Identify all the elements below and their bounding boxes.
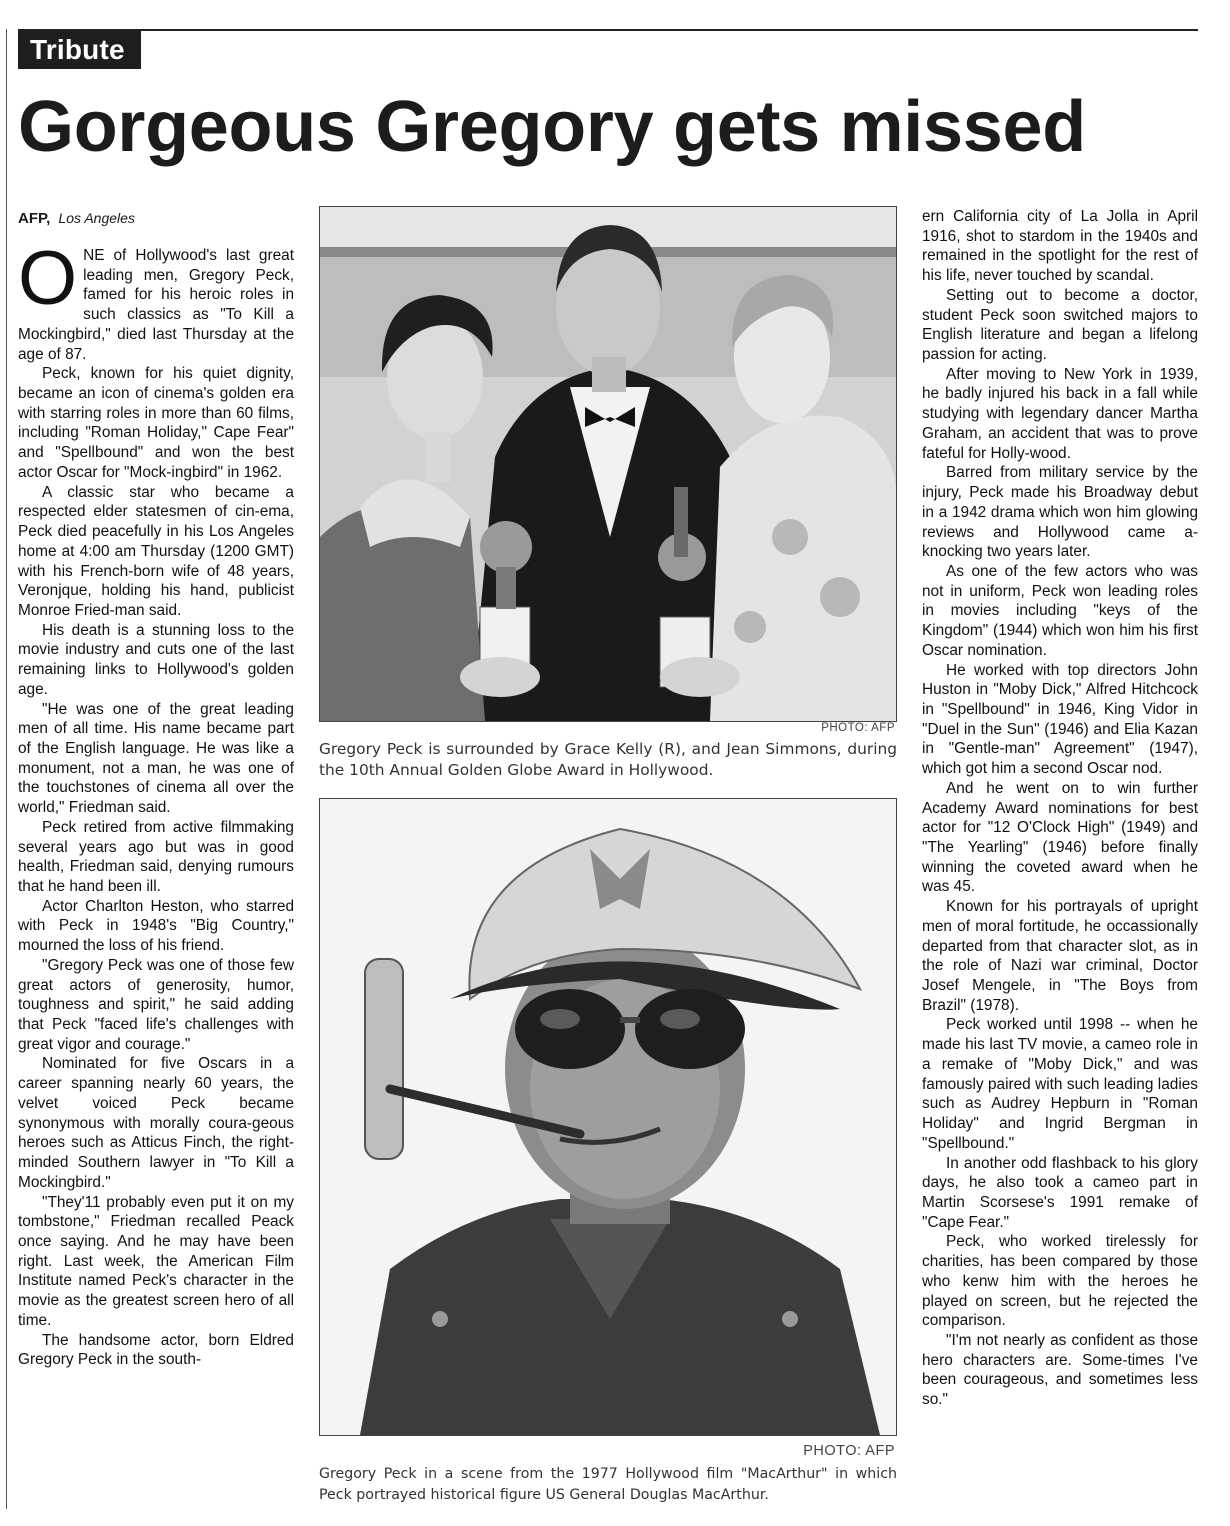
article-paragraph: "Gregory Peck was one of those few great actors of generosity, humor, toughness and spirit," he said adding that Peck "faced life's challenges with great vigor and courage." [18, 956, 294, 1053]
article-paragraph: And he went on to win further Academy Award nominations for best actor for "12 O'Clock High" (1949) and "The Yearling" (1946) before finally winning the coveted award when he was 45. [922, 779, 1198, 896]
article-paragraph: "They'11 probably even put it on my tombstone," Friedman recalled Peack once saying. And he may have been right. Last week, the American Film Institute named Peck's character in the movie as the greatest screen hero of all time. [18, 1193, 294, 1329]
photo-golden-globe-image [320, 207, 896, 721]
column-rule [6, 29, 7, 1509]
drop-cap: O [18, 246, 78, 321]
photo-macarthur [319, 798, 897, 1436]
article-paragraph: "He was one of the great leading men of all time. His name became part of the English language. He was like a monument, not a man, he was one of the touchstones of cinema all over the world," Friedman said. [18, 700, 294, 817]
article-column-right [922, 207, 1198, 1447]
article-paragraph: Peck, who worked tirelessly for charities, has been compared by those who kenw him with the heroes he played on screen, but he rejected the comparison. [922, 1233, 1198, 1330]
byline-location: Los Angeles [58, 210, 135, 226]
article-paragraph: "I'm not nearly as confident as those hero characters are. Some-times I've been courageous, and sometimes less so." [922, 1331, 1198, 1409]
photo-caption: Gregory Peck in a scene from the 1977 Hollywood film "MacArthur" in which Peck portrayed historical figure US General Douglas MacArthur. [319, 1466, 897, 1503]
article-paragraph: Peck, known for his quiet dignity, became an icon of cinema's golden era with starring roles in more than 60 films, including "Roman Holiday," Cape Fear" and "Spellbound" and won the best actor Oscar for "Mock-ingbird" in 1962. [18, 365, 294, 481]
top-rule [18, 29, 1198, 31]
article-paragraph: ONE of Hollywood's last great leading men, Gregory Peck, famed for his heroic roles in such classics as "To Kill a Mockingbird," died last Thursday at the age of 87. [18, 246, 294, 363]
article-column-left [18, 246, 294, 1502]
photo-caption: Gregory Peck is surrounded by Grace Kelly (R), and Jean Simmons, during the 10th Annual Golden Globe Award in Hollywood. [319, 740, 897, 779]
byline-agency: AFP, [18, 210, 51, 227]
article-paragraph: Actor Charlton Heston, who starred with Peck in 1948's "Big Country," mourned the loss of his friend. [18, 897, 294, 955]
photo-macarthur-image [320, 799, 896, 1435]
article-paragraph: He worked with top directors John Huston in "Moby Dick," Alfred Hitchcock in "Spellbound" in 1946, King Vidor in "Duel in the Sun" (1946) and Elia Kazan in "Gentle-man" Agreement" (1947), which got him a second Oscar nod. [922, 661, 1198, 778]
article-paragraph: A classic star who became a respected elder statesmen of cin-ema, Peck died peacefully in his Los Angeles home at 4:00 am Thursday (1200 GMT) with his French-born wife of 48 years, Veronjque, holding his hand, publicist Monroe Fried-man said. [18, 483, 294, 619]
article-paragraph: Setting out to become a doctor, student Peck soon switched majors to English literature and began a lifelong passion for acting. [922, 286, 1198, 364]
headline: Gorgeous Gregory gets missed [18, 87, 1086, 167]
article-paragraph: His death is a stunning loss to the movie industry and cuts one of the last remaining links to Hollywood's golden age. [18, 621, 294, 698]
article-paragraph: Known for his portrayals of upright men of moral fortitude, he occassionally departed from that character slot, as in the role of Nazi war criminal, Doctor Josef Mengele, in "The Boys from Brazil" (1978). [922, 898, 1198, 1014]
photo-credit: PHOTO: AFP [803, 1443, 895, 1459]
photo-golden-globe [319, 206, 897, 722]
article-paragraph: Nominated for five Oscars in a career spanning nearly 60 years, the velvet voiced Peck became synonymous with morally coura-geous heroes such as Atticus Finch, the right-minded Southern lawyer in "To Kill a Mockingbird." [18, 1055, 294, 1191]
article-paragraph: Barred from military service by the injury, Peck made his Broadway debut in a 1942 drama which won him glowing reviews and Hollywood came a-knocking two years later. [922, 464, 1198, 561]
article-paragraph: In another odd flashback to his glory days, he also took a cameo part in Martin Scorsese's 1991 remake of "Cape Fear." [922, 1154, 1198, 1231]
byline [18, 208, 135, 229]
article-paragraph: Peck retired from active filmmaking several years ago but was in good health, Friedman said, denying rumours that he hand been ill. [18, 818, 294, 895]
article-paragraph: The handsome actor, born Eldred Gregory Peck in the south- [18, 1331, 294, 1369]
article-paragraph: After moving to New York in 1939, he badly injured his back in a fall while studying with legendary dancer Martha Graham, an accident that was to prove fateful for Holly-wood. [922, 365, 1198, 462]
section-tag: Tribute [18, 31, 141, 69]
article-paragraph: Peck worked until 1998 -- when he made his last TV movie, a cameo role in a remake of "Moby Dick," and was famously paired with such leading ladies such as Audrey Hepburn in "Roman Holiday" and Ingrid Bergman in "Spellbound." [922, 1016, 1198, 1152]
photo-credit: PHOTO: AFP [821, 722, 895, 734]
article-paragraph: ern California city of La Jolla in April 1916, shot to stardom in the 1940s and remained in the spotlight for the rest of his life, never touched by scandal. [922, 208, 1198, 285]
article-paragraph: As one of the few actors who was not in uniform, Peck won leading roles in movies including "keys of the Kingdom" (1944) which won him his first Oscar nomination. [922, 562, 1198, 659]
